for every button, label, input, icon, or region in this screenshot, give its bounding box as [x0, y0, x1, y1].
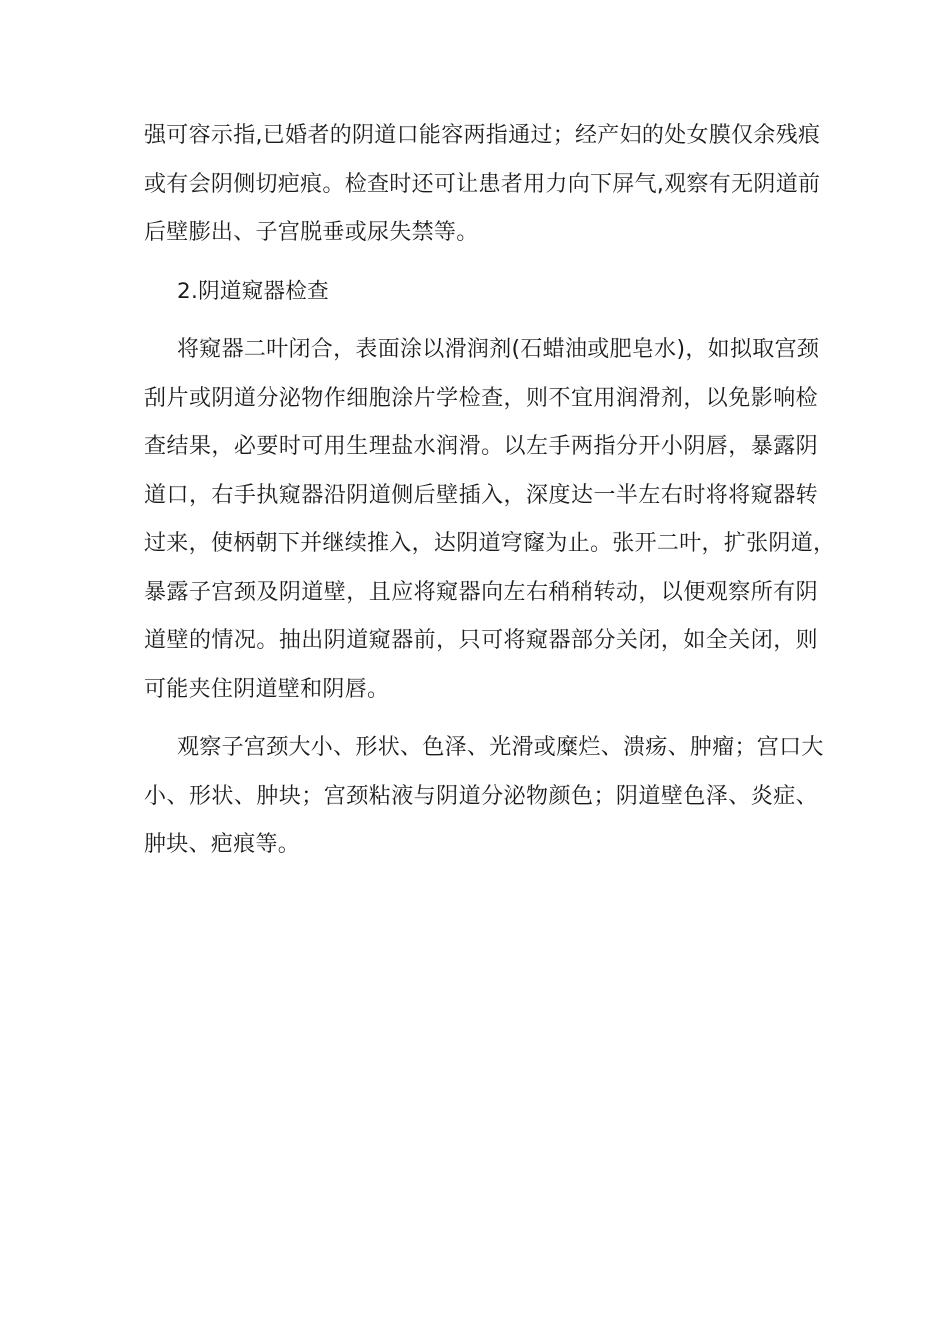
document-page — [144, 112, 836, 870]
text-line: 暴露子宫颈及阴道壁，且应将窥器向左右稍稍转动，以便观察所有阴 — [144, 579, 818, 605]
text-line: 道口，右手执窥器沿阴道侧后壁插入，深度达一半左右时将将窥器转 — [144, 482, 818, 508]
paragraph-observation — [144, 724, 824, 870]
text-line: 肿块、疤痕等。 — [144, 832, 301, 857]
text-line: 后壁膨出、子宫脱垂或尿失禁等。 — [144, 220, 479, 245]
text-line: 查结果，必要时可用生理盐水润滑。以左手两指分开小阴唇，暴露阴 — [144, 434, 818, 459]
text-line: 小、形状、肿块；宫颈粘液与阴道分泌物颜色；阴道壁色泽、炎症、 — [144, 783, 818, 809]
paragraph-speculum-procedure — [144, 326, 836, 714]
text-line: 过来，使柄朝下并继续推入，达阴道穹窿为止。张开二叶，扩张阴道， — [144, 531, 836, 556]
text-line: 强可容示指,已婚者的阴道口能容两指通过；经产妇的处女膜仅余残痕 — [144, 123, 821, 148]
text-line: 或有会阴侧切疤痕。检查时还可让患者用力向下屏气,观察有无阴道前 — [144, 171, 821, 197]
text-line: 刮片或阴道分泌物作细胞涂片学检查，则不宜用润滑剂，以免影响检 — [144, 385, 818, 411]
text-line: 将窥器二叶闭合，表面涂以滑润剂(石蜡油或肥皂水)，如拟取宫颈 — [177, 337, 820, 362]
section-heading: 2.阴道窥器检查 — [177, 278, 329, 304]
paragraph-continuation — [144, 112, 821, 258]
text-line: 可能夹住阴道壁和阴唇。 — [144, 676, 390, 702]
text-line: 道壁的情况。抽出阴道窥器前，只可将窥器部分关闭，如全关闭，则 — [144, 628, 818, 653]
text-line: 观察子宫颈大小、形状、色泽、光滑或糜烂、溃疡、肿瘤；宫口大 — [177, 735, 824, 760]
